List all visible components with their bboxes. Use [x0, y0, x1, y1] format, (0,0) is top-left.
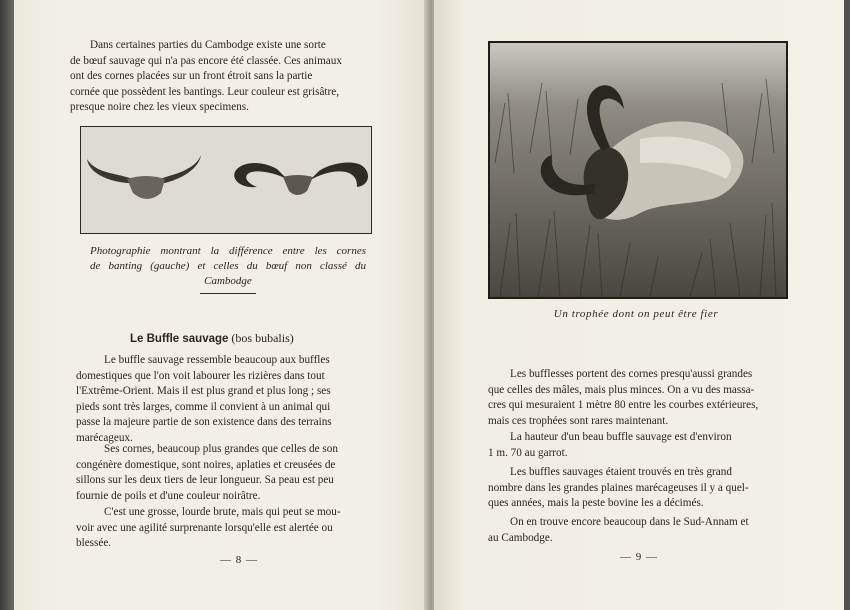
horns-comparison-photo: [80, 126, 372, 234]
intro-line: cornée que possèdent les bantings. Leur couleur est grisâtre,: [70, 85, 340, 98]
paragraph-line: Le buffle sauvage ressemble beaucoup aux buffles: [104, 354, 330, 366]
paragraph-line: domestiques que l'on voit labourer les rizières dans tout: [76, 369, 325, 382]
paragraph-line: l'Extrême-Orient. Mais il est plus grand et plus long ; ses: [76, 385, 331, 397]
buffalo-trophy-photo: [488, 41, 788, 299]
section-heading-title: Le Buffle sauvage: [130, 333, 229, 345]
page-number-left: — 8 —: [220, 554, 258, 566]
right-paragraph-3: [488, 465, 788, 512]
section-heading: [130, 331, 294, 346]
paragraph-line: congénère domestique, sont noires, aplaties et creusées de: [76, 458, 336, 471]
paragraph-line: au Cambodge.: [488, 531, 553, 544]
caption-line: Photographie montrant la différence entre les cornes: [90, 245, 366, 257]
figure-caption: [90, 244, 366, 289]
paragraph-1: [76, 353, 398, 446]
paragraph-line: fournie de poils et d'une couleur noirâtre.: [76, 489, 261, 502]
right-page: [434, 0, 844, 610]
right-paragraph-4: [488, 515, 788, 546]
intro-line: presque noire chez les vieux specimens.: [70, 101, 249, 113]
horns-illustration: [81, 127, 371, 233]
caption-line: Cambodge: [204, 275, 252, 287]
paragraph-3: [76, 505, 398, 552]
paragraph-line: sillons sur les deux tiers de leur longueur. Sa peau est peu: [76, 474, 334, 486]
paragraph-line: ques années, mais la peste bovine les a décimés.: [488, 497, 704, 509]
caption-divider: [200, 293, 256, 294]
paragraph-line: cres qui mesuraient 1 mètre 80 entre les courbes extérieures,: [488, 399, 759, 411]
paragraph-line: 1 m. 70 au garrot.: [488, 446, 568, 459]
paragraph-2: [76, 442, 398, 504]
buffalo-illustration: [490, 43, 786, 297]
section-heading-latin: (bos bubalis): [228, 331, 294, 345]
intro-line: Dans certaines parties du Cambodge existe une sorte: [90, 39, 326, 51]
left-page: [14, 0, 428, 610]
paragraph-line: mais ces trophées sont rares maintenant.: [488, 414, 669, 427]
paragraph-line: Les bufflesses portent des cornes presqu'aussi grandes: [510, 368, 753, 380]
paragraph-line: On en trouve encore beaucoup dans le Sud-Annam et: [510, 516, 749, 528]
paragraph-line: passe la majeure partie de son existence dans des terrains: [76, 416, 332, 428]
caption-line: de banting (gauche) et celles du bœuf non classé du: [90, 260, 366, 272]
paragraph-line: marécageux.: [76, 431, 133, 444]
book-edge-left: [0, 0, 14, 610]
photo-caption: Un trophée dont on peut être fier: [553, 308, 719, 320]
paragraph-line: nombre dans les grandes plaines marécageuses il y a quel-: [488, 481, 749, 494]
paragraph-line: que celles des mâles, mais plus minces. On a vu des massa-: [488, 383, 755, 396]
paragraph-line: Ses cornes, beaucoup plus grandes que celles de son: [104, 443, 338, 455]
paragraph-line: blessée.: [76, 537, 112, 549]
paragraph-line: La hauteur d'un beau buffle sauvage est d'environ: [510, 431, 732, 443]
paragraph-line: Les buffles sauvages étaient trouvés en très grand: [510, 466, 732, 478]
intro-paragraph: [70, 38, 398, 116]
intro-line: de bœuf sauvage qui n'a pas encore été classée. Ces animaux: [70, 54, 342, 67]
paragraph-line: voir avec une agilité surprenante lorsqu'elle est alertée ou: [76, 521, 333, 534]
paragraph-line: pieds sont très larges, comme il convient à un animal qui: [76, 400, 331, 413]
right-paragraph-1: [488, 367, 788, 429]
book-edge-right: [844, 0, 850, 610]
intro-line: ont des cornes placées sur un front étroit sans la partie: [70, 70, 313, 82]
paragraph-line: C'est une grosse, lourde brute, mais qui peut se mou-: [104, 506, 341, 518]
page-number-right: — 9 —: [620, 551, 658, 563]
right-paragraph-2: [488, 430, 788, 461]
